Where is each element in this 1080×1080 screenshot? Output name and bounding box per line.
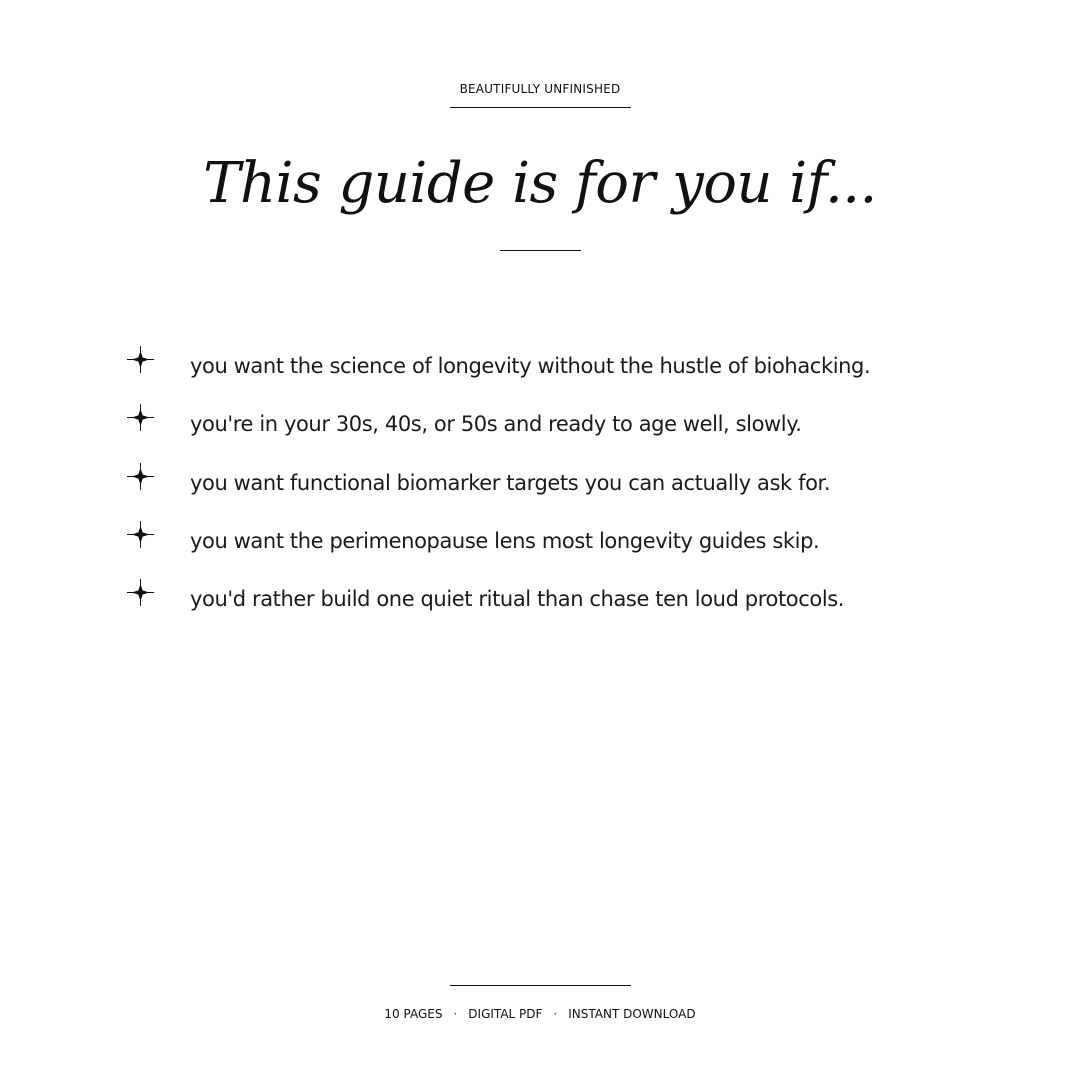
brand-divider	[450, 107, 631, 108]
four-point-star-icon	[127, 346, 154, 373]
product-details	[0, 1005, 1080, 1023]
brand-header	[0, 80, 1080, 108]
list-item	[0, 340, 1080, 398]
list-item	[0, 573, 1080, 631]
footer-separator: ·	[553, 1007, 558, 1021]
page-title: This guide is for you if...	[203, 151, 877, 216]
delivery-method: INSTANT DOWNLOAD	[568, 1007, 696, 1021]
footer-separator: ·	[453, 1007, 458, 1021]
page-count: 10 PAGES	[384, 1007, 443, 1021]
four-point-star-icon	[127, 463, 154, 490]
list-item-text: you'd rather build one quiet ritual than chase ten loud protocols.	[190, 587, 845, 612]
checklist	[0, 340, 1080, 631]
list-item	[0, 457, 1080, 515]
title-divider	[500, 250, 581, 251]
list-item-text: you want the perimenopause lens most longevity guides skip.	[190, 528, 820, 553]
list-item-text: you want functional biomarker targets you can actually ask for.	[190, 470, 831, 495]
list-item-text: you want the science of longevity without the hustle of biohacking.	[190, 354, 871, 378]
list-item	[0, 515, 1080, 573]
brand-name: BEAUTIFULLY UNFINISHED	[459, 82, 621, 96]
four-point-star-icon	[127, 404, 154, 431]
list-item-text: you're in your 30s, 40s, or 50s and ready to age well, slowly.	[190, 412, 802, 437]
four-point-star-icon	[127, 521, 154, 548]
four-point-star-icon	[127, 579, 154, 606]
file-format: DIGITAL PDF	[468, 1007, 543, 1021]
footer-divider	[450, 985, 631, 986]
list-item	[0, 398, 1080, 456]
